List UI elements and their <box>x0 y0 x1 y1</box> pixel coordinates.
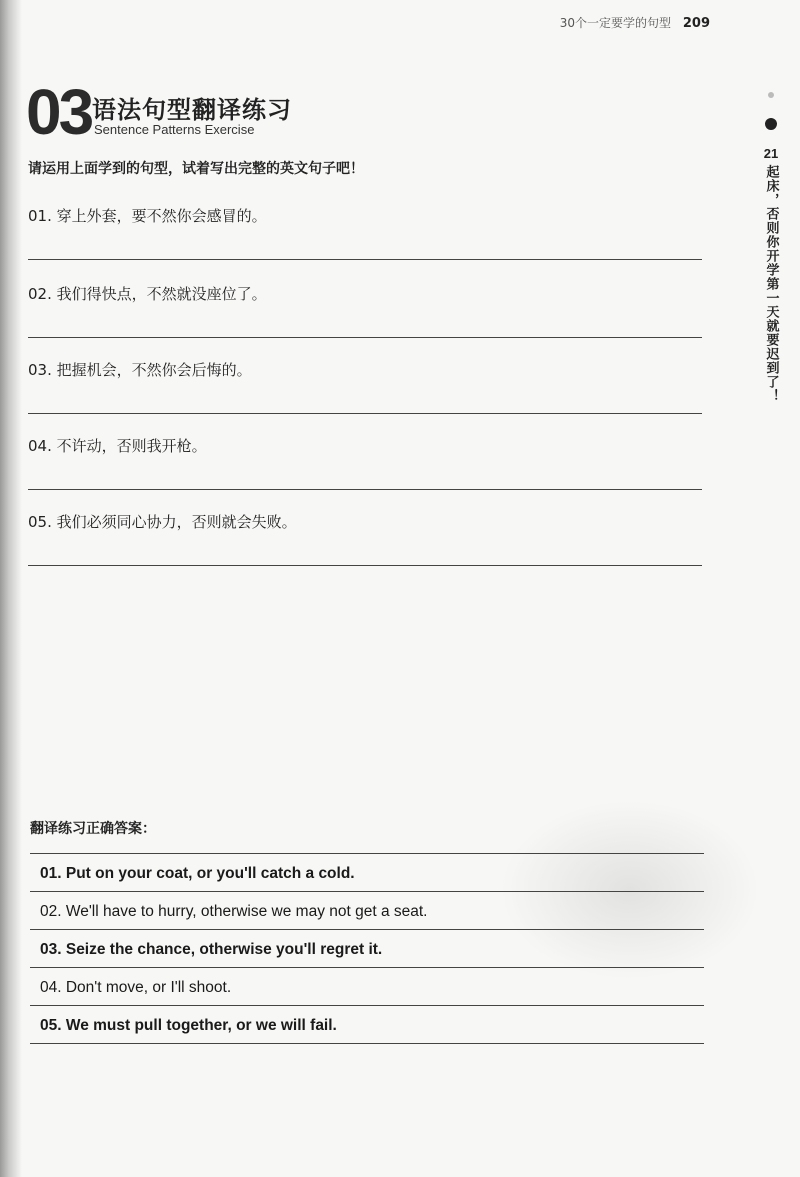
answers-table <box>30 853 704 1044</box>
exercise-item <box>28 205 702 226</box>
running-header <box>470 14 710 31</box>
instruction-text: 请运用上面学到的句型，试着写出完整的英文句子吧！ <box>28 161 364 177</box>
chapter-number: 21 <box>763 146 779 161</box>
page-number: 209 <box>682 16 710 31</box>
answer-row: 01. Put on your coat, or you'll catch a cold. <box>30 854 704 892</box>
answer-row: 02. We'll have to hurry, otherwise we may not get a seat. <box>30 892 704 930</box>
section-title-english: Sentence Patterns Exercise <box>94 122 255 137</box>
answer-row: 03. Seize the chance, otherwise you'll regret it. <box>30 930 704 968</box>
exercise-item <box>28 435 702 456</box>
answer-blank-line <box>28 413 702 414</box>
book-title: 30个一定要学的句型 <box>559 16 672 30</box>
answer-blank-line <box>28 565 702 566</box>
answers-title: 翻译练习正确答案： <box>30 821 156 837</box>
exercise-item <box>28 511 702 532</box>
spine-shadow <box>0 0 22 1177</box>
section-number: 03 <box>26 76 92 148</box>
exercise-prompt: 03. 把握机会，不然你会后悔的。 <box>28 361 252 379</box>
exercise-prompt: 04. 不许动，否则我开枪。 <box>28 437 207 455</box>
section-title-chinese: 语法句型翻译练习 <box>92 96 292 124</box>
chapter-title-vertical: 起床，否则你开学第一天就要迟到了！ <box>763 165 779 403</box>
answer-row: 05. We must pull together, or we will fail. <box>30 1006 704 1044</box>
answer-blank-line <box>28 337 702 338</box>
exercise-prompt: 02. 我们得快点，不然就没座位了。 <box>28 285 267 303</box>
answer-blank-line <box>28 259 702 260</box>
exercise-item <box>28 359 702 380</box>
answer-blank-line <box>28 489 702 490</box>
faint-dot-icon <box>768 92 774 98</box>
exercise-item <box>28 283 702 304</box>
chapter-side-tab <box>756 92 786 403</box>
answer-row: 04. Don't move, or I'll shoot. <box>30 968 704 1006</box>
exercise-prompt: 05. 我们必须同心协力，否则就会失败。 <box>28 513 297 531</box>
exercise-prompt: 01. 穿上外套，要不然你会感冒的。 <box>28 207 267 225</box>
chapter-dot-icon <box>765 118 777 130</box>
